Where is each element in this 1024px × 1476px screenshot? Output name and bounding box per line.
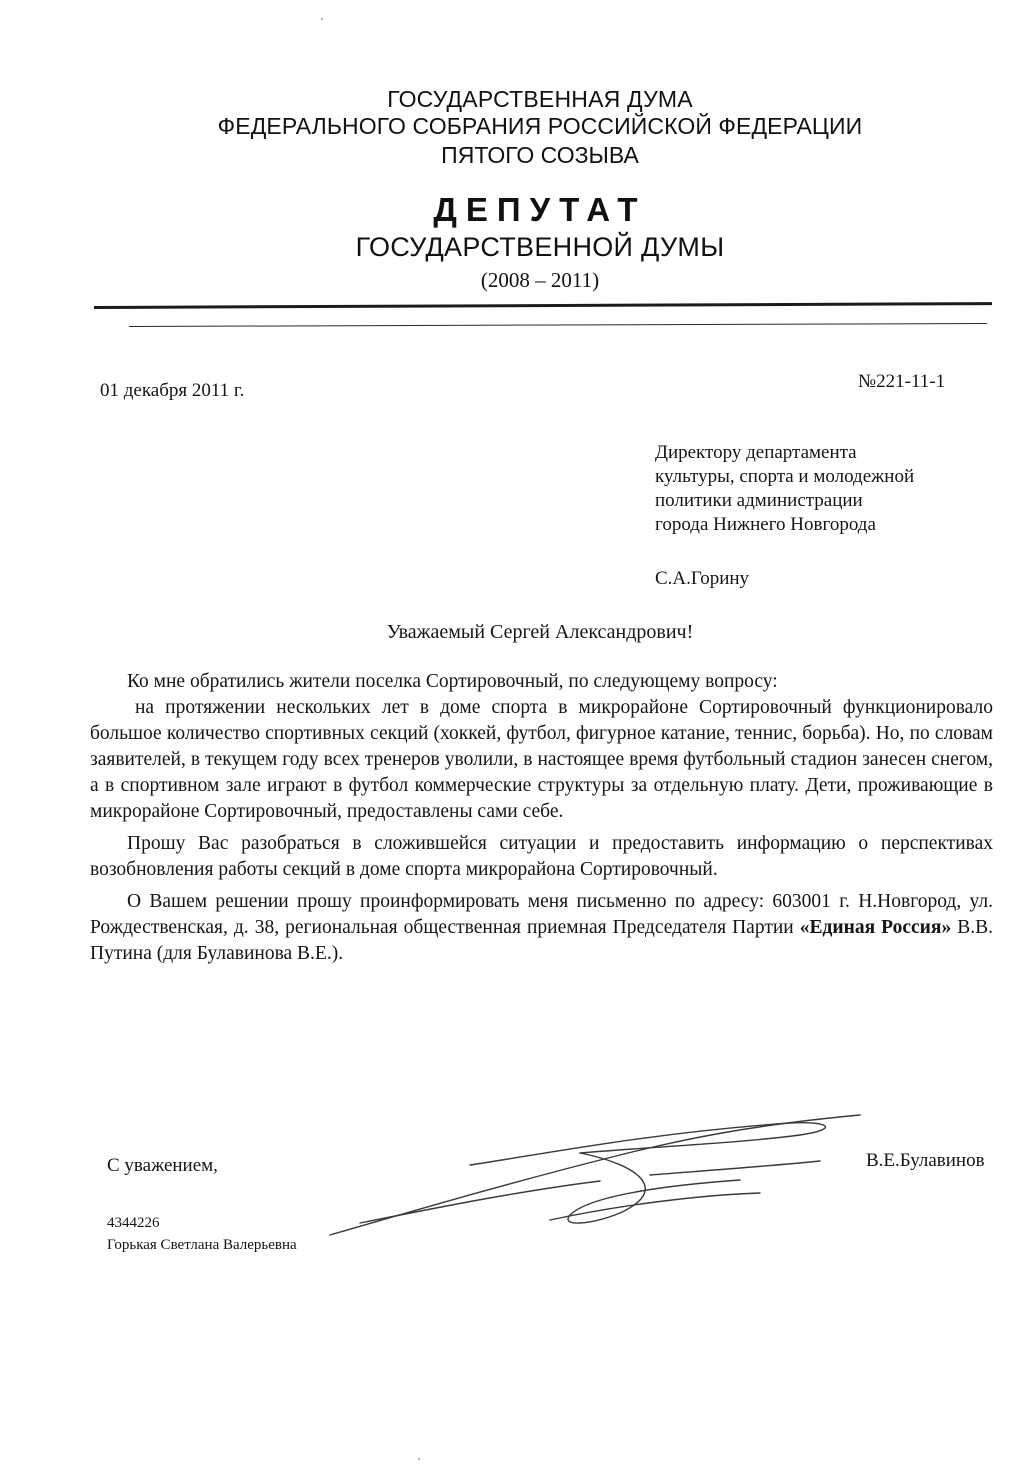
scan-speck [418,1458,420,1460]
addressee-line: города Нижнего Новгорода [655,514,876,535]
letterhead-line-2: ФЕДЕРАЛЬНОГО СОБРАНИЯ РОССИЙСКОЙ ФЕДЕРАЦИИ [217,113,863,139]
handwritten-signature [320,1095,880,1245]
letter-date: 01 декабря 2011 г. [100,380,245,401]
addressee-line: культуры, спорта и молодежной [655,466,915,487]
addressee-line: Директору департамента [655,442,857,463]
body-paragraph-4-start: О Вашем решении прошу проинформировать меня письменно по адресу: 603001 г. Н.Новгород, ул. Рождественская, д. 38, региональная общественная приемная Председателя Партии [90,891,993,938]
letterhead-line-3: ПЯТОГО СОЗЫВА [441,142,639,168]
addressee-block [655,441,914,537]
body-paragraph-4 [90,889,993,967]
letterhead-line-1: ГОСУДАРСТВЕННАЯ ДУМА [387,86,693,112]
closing-phrase: С уважением, [107,1155,218,1176]
greeting: Уважаемый Сергей Александрович! [386,621,694,643]
header-divider-thin [129,323,987,327]
party-name: «Единая Россия» [799,917,952,938]
body-paragraph-3: Прошу Вас разобраться в сложившейся ситуации и предоставить информацию о перспективах возобновления работы секций в доме спорта микрорайона Сортировочный. [90,833,993,880]
letter-number: №221-11-1 [858,371,946,392]
body-paragraph-1: Ко мне обратились жители поселка Сортировочный, по следующему вопросу: [127,671,778,692]
letterhead-subtitle: ГОСУДАРСТВЕННОЙ ДУМЫ [355,232,725,262]
scan-speck [321,18,323,20]
executor-phone: 4344226 [107,1215,160,1231]
letterhead-years: (2008 – 2011) [480,268,600,292]
body-paragraph-2: на протяжении нескольких лет в доме спорта в микрорайоне Сортировочный функционировало большое количество спортивных секций (хоккей, футбол, фигурное катание, теннис, борьба). Но, по словам заявителей, в текущем году всех тренеров уволили, в настоящее время футбольный стадион занесен снегом, а в спортивном зале играют в футбол коммерческие структуры за отдельную плату. Дети, проживающие в микрорайоне Сортировочный, предоставлены сами себе. [90,697,993,822]
letter-body [90,669,993,967]
header-divider-thick [94,302,992,309]
addressee-name: С.А.Горину [655,568,750,589]
executor-name: Горькая Светлана Валерьевна [107,1237,297,1253]
addressee-line: политики администрации [655,490,863,511]
letterhead-title: ДЕПУТАТ [433,191,647,228]
body-paragraph-4-end: В.В. Путина (для Булавинова В.Е.). [90,917,993,964]
signer-name: В.Е.Булавинов [866,1150,985,1171]
